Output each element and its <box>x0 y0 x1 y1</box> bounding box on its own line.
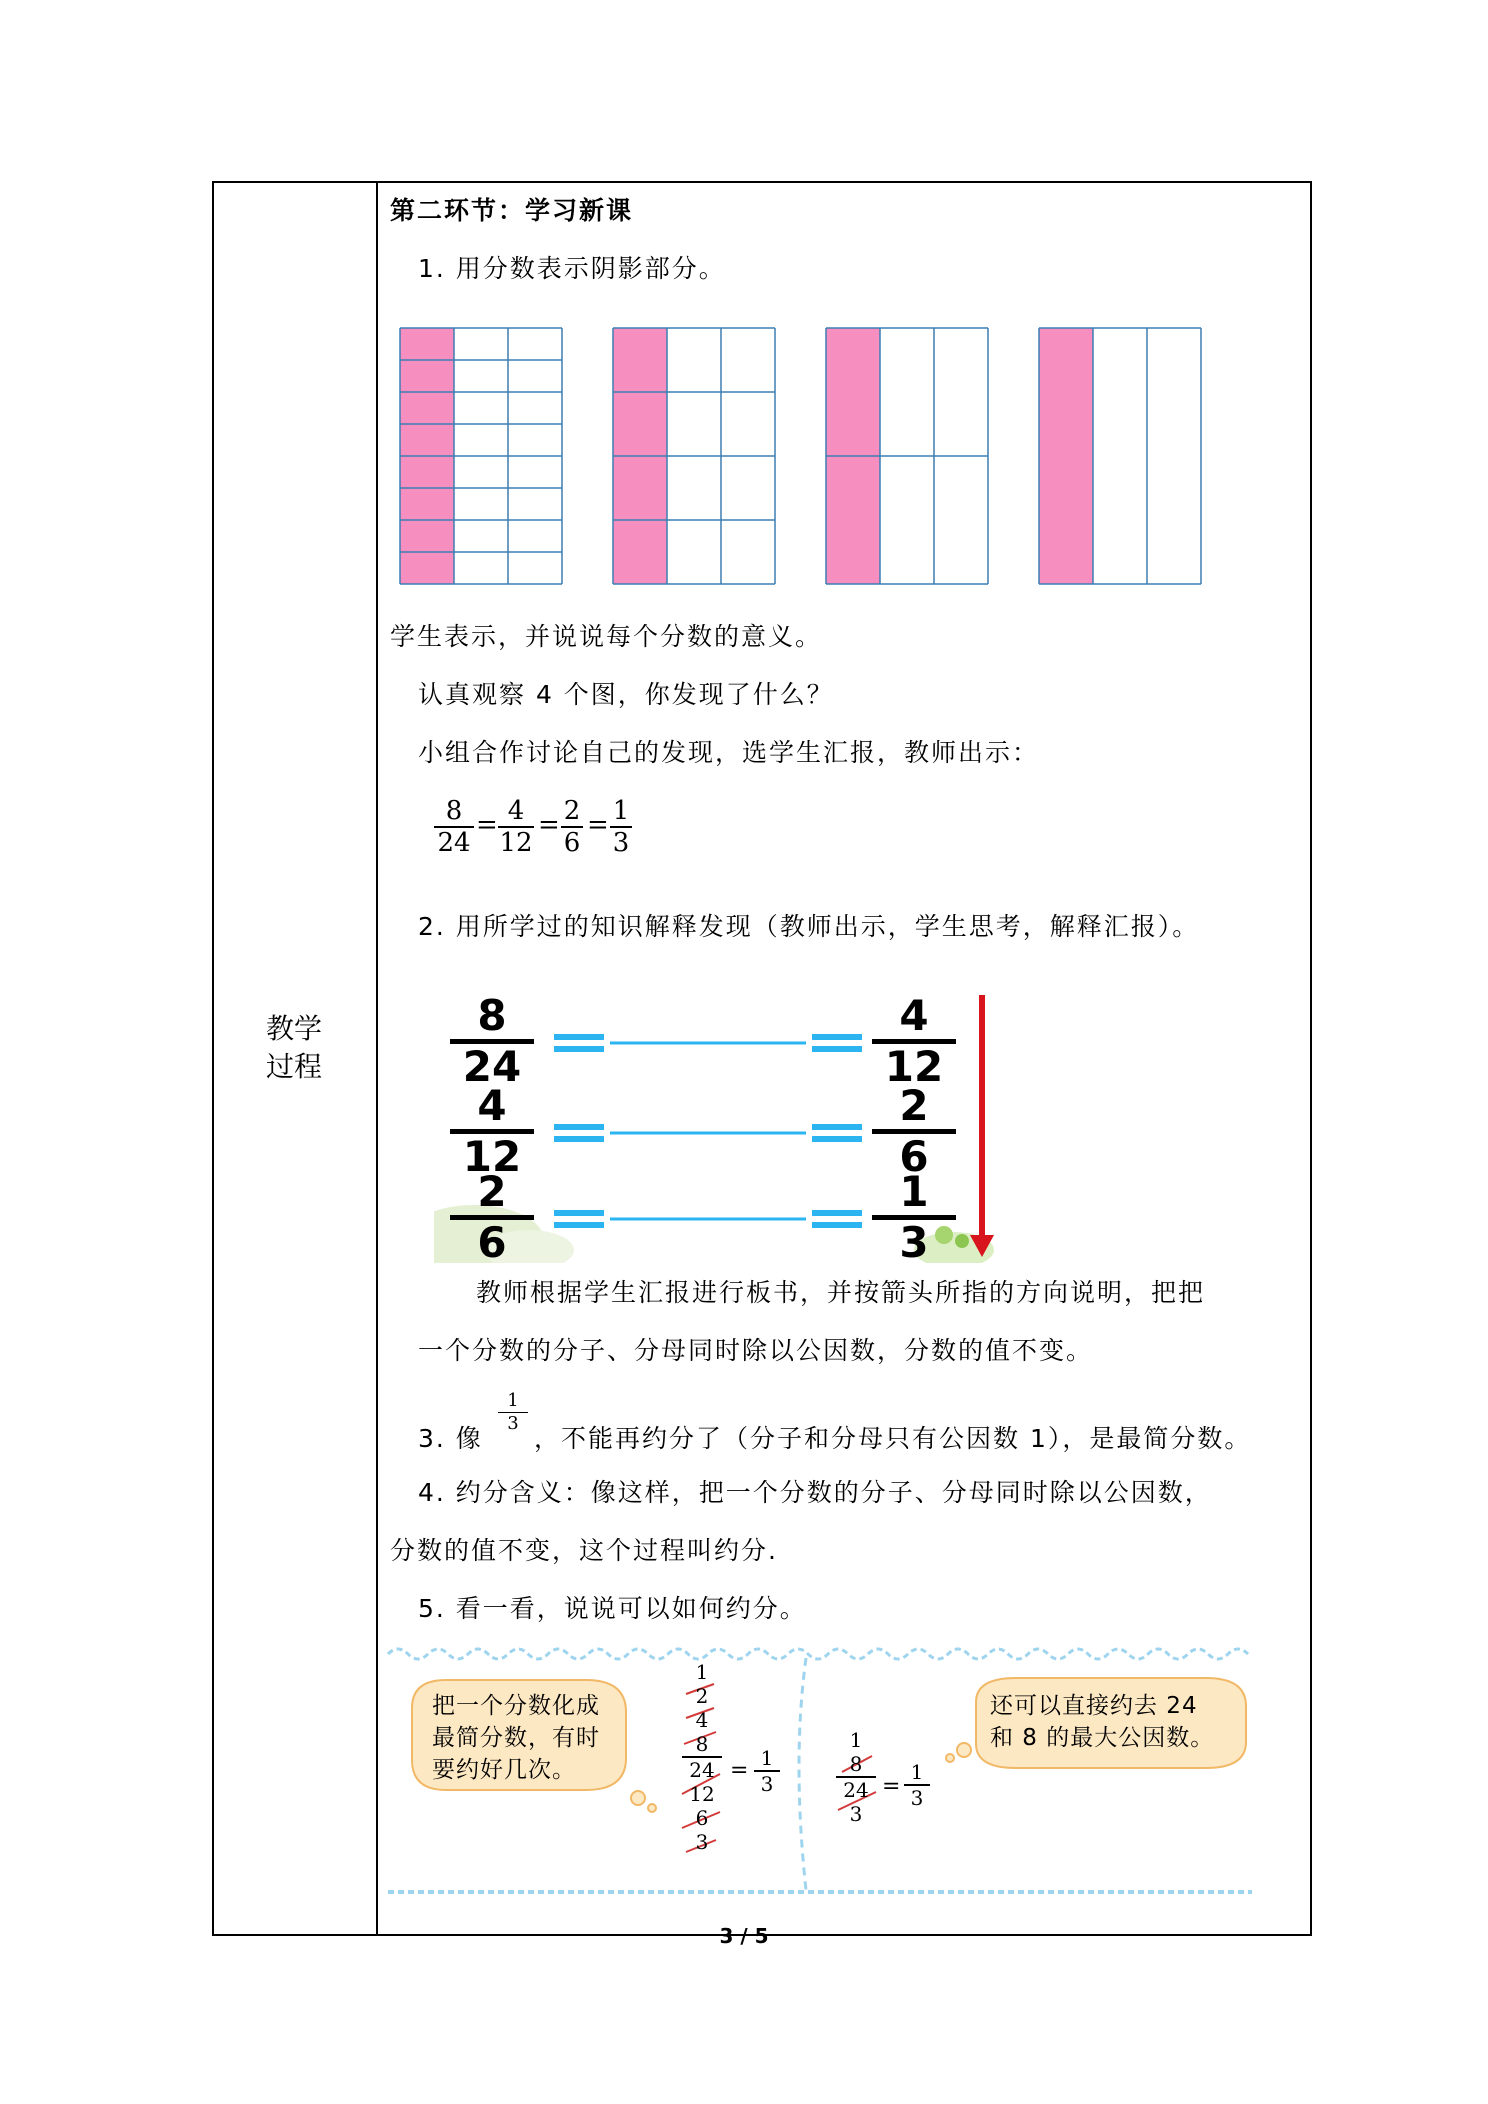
panel-top-border <box>388 1649 1248 1659</box>
item3-suffix: ，不能再约分了（分子和分母只有公因数 1），是最简分数。 <box>534 1424 1252 1453</box>
right-bubble-text: 还可以直接约去 24 和 8 的最大公因数。 <box>990 1693 1215 1751</box>
left-bubble-text: 把一个分数化成 最简分数，有时 要约好几次。 <box>432 1693 600 1783</box>
reduction-arrow-figure <box>434 991 1004 1267</box>
leaf-decoration <box>955 1234 969 1248</box>
arrow-row-1-left-fraction: 8 24 <box>450 993 534 1090</box>
arrow-row-3-left-fraction: 2 6 <box>450 1169 534 1266</box>
shaded-column <box>1039 328 1093 584</box>
eq-fraction-4: 1 3 <box>610 796 632 858</box>
table-column-divider <box>376 181 378 1936</box>
arrow-row-2-left-fraction: 4 12 <box>450 1083 534 1180</box>
reduction-example-panel <box>386 1640 1256 1902</box>
section-heading: 第二环节：学习新课 <box>390 196 634 225</box>
shaded-grids <box>390 320 1210 590</box>
equals-sign: = <box>587 810 609 840</box>
arrow-row-2-right-fraction: 2 6 <box>872 1083 956 1180</box>
item5-text: 5. 看一看，说说可以如何约分。 <box>418 1594 807 1623</box>
right-stack-result: 1 3 <box>904 1760 930 1810</box>
para-group-discuss: 小组合作讨论自己的发现，选学生汇报，教师出示： <box>418 738 1040 767</box>
right-reduction-stack: 1 8 24 3 <box>836 1728 876 1826</box>
grid-3 <box>826 328 988 584</box>
para-teacher-board-line1: 教师根据学生汇报进行板书，并按箭头所指的方向说明，把把 <box>476 1278 1206 1307</box>
left-reduction-stack: 1 2 4 8 24 12 6 3 <box>682 1660 722 1854</box>
para-students-express: 学生表示，并说说每个分数的意义。 <box>390 622 823 651</box>
grid-4 <box>1039 328 1201 584</box>
grid-2 <box>613 328 775 584</box>
arrow-row-1-right-fraction: 4 12 <box>872 993 956 1090</box>
eq-fraction-3: 2 6 <box>561 796 583 858</box>
left-stack-result: 1 3 <box>754 1746 780 1796</box>
row-label <box>212 1010 376 1086</box>
item4-line1: 4. 约分含义：像这样，把一个分数的分子、分母同时除以公因数， <box>418 1478 1212 1507</box>
grid-1 <box>400 328 562 584</box>
panel-divider <box>799 1658 806 1890</box>
item1-text: 1. 用分数表示阴影部分。 <box>418 254 726 283</box>
eq-fraction-2: 4 12 <box>499 796 533 858</box>
equals-sign: = <box>476 810 498 840</box>
right-stack-equals: = <box>882 1774 901 1799</box>
equals-sign: = <box>538 810 560 840</box>
para-observe: 认真观察 4 个图，你发现了什么？ <box>418 680 834 709</box>
eq-fraction-1: 8 24 <box>434 796 474 858</box>
left-stack-equals: = <box>730 1758 749 1783</box>
row-label-line2: 过程 <box>265 1050 322 1083</box>
arrow-row-3-right-fraction: 1 3 <box>872 1169 956 1266</box>
para-teacher-board-line2: 一个分数的分子、分母同时除以公因数，分数的值不变。 <box>418 1336 1094 1365</box>
item3-prefix: 3. 像 <box>418 1424 483 1453</box>
row-label-line1: 教学 <box>265 1012 322 1045</box>
page-number: 3 / 5 <box>719 1924 769 1948</box>
item2-text: 2. 用所学过的知识解释发现（教师出示，学生思考，解释汇报）。 <box>418 912 1200 941</box>
item3-fraction: 1 3 <box>498 1390 528 1435</box>
item4-line2: 分数的值不变，这个过程叫约分. <box>390 1536 778 1565</box>
